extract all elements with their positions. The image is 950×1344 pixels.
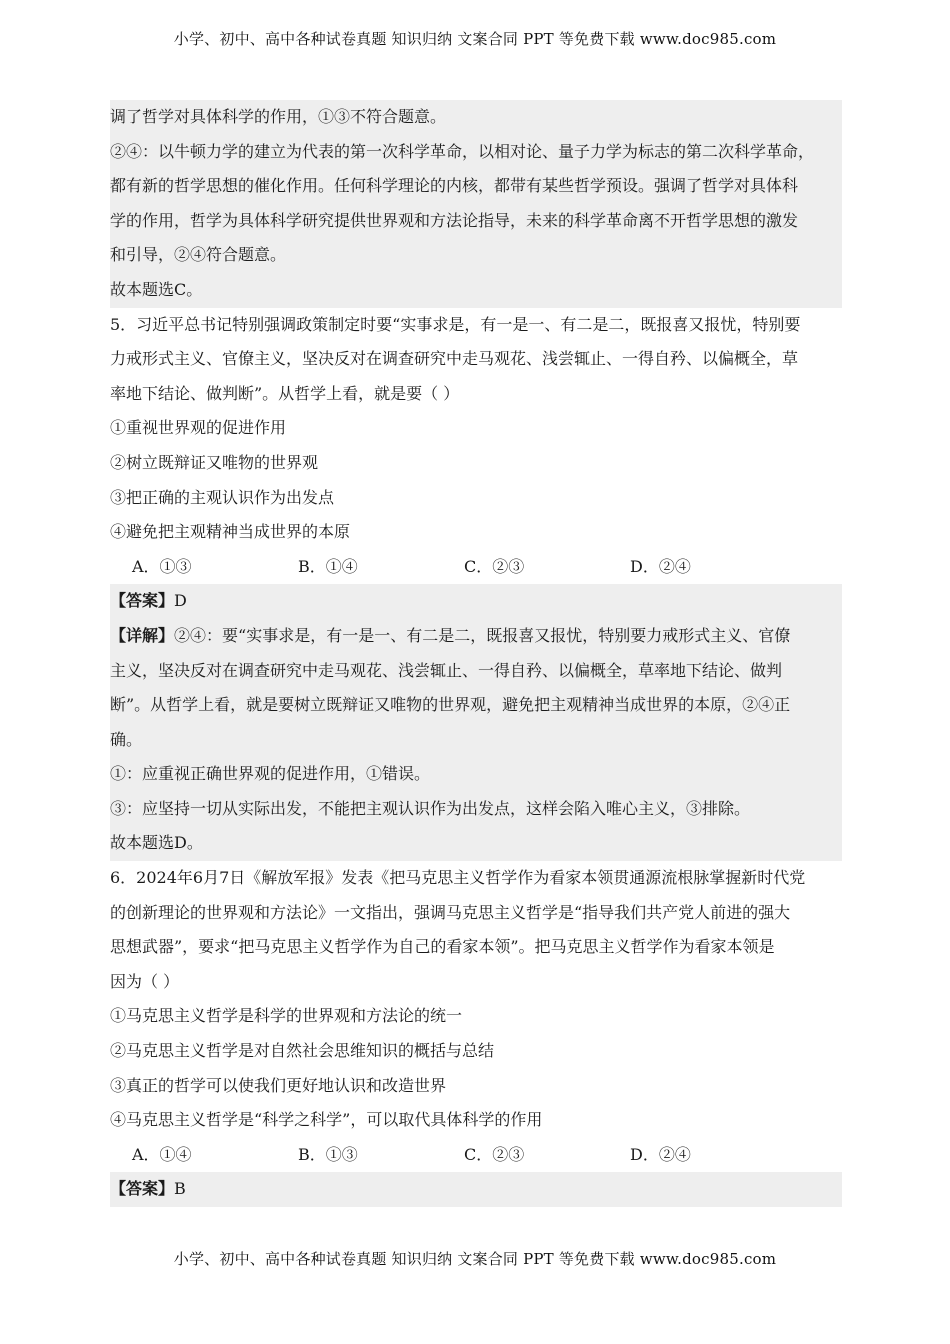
q6-stem-line: 6．2024年6月7日《解放军报》发表《把马克思主义哲学作为看家本领贯通源流根脉掌握新时代党 bbox=[110, 868, 806, 888]
q6-answer-value: B bbox=[174, 1179, 186, 1199]
q5-options bbox=[110, 550, 842, 585]
q6-options bbox=[110, 1138, 842, 1173]
q5-answer-value: D bbox=[174, 591, 187, 611]
q5-stem-line: 力戒形式主义、官僚主义，坚决反对在调查研究中走马观花、浅尝辄止、一得自矜、以偏概全，草 bbox=[110, 349, 799, 369]
prev-explanation-line: 调了哲学对具体科学的作用，①③不符合题意。 bbox=[110, 100, 842, 135]
prev-explanation-line: 学的作用，哲学为具体科学研究提供世界观和方法论指导，未来的科学革命离不开哲学思想的激发 bbox=[110, 204, 842, 239]
q5-option-d: D．②④ bbox=[630, 556, 691, 576]
prev-conclusion: 故本题选C。 bbox=[110, 273, 842, 308]
q6-answer bbox=[110, 1172, 842, 1207]
q6-option-d: D．②④ bbox=[630, 1144, 691, 1164]
q5-option-b: B．①④ bbox=[298, 556, 358, 576]
q5-detail-line: 断”。从哲学上看，就是要树立既辩证又唯物的世界观，避免把主观精神当成世界的本原，②④正 bbox=[110, 688, 842, 723]
q6-item-1: ①马克思主义哲学是科学的世界观和方法论的统一 bbox=[110, 1006, 463, 1026]
q6-item-2: ②马克思主义哲学是对自然社会思维知识的概括与总结 bbox=[110, 1041, 495, 1061]
q5-item-1: ①重视世界观的促进作用 bbox=[110, 418, 287, 438]
q5-item-3: ③把正确的主观认识作为出发点 bbox=[110, 487, 335, 507]
q6-option-b: B．①③ bbox=[298, 1144, 358, 1164]
q5-stem-line: 率地下结论、做判断”。从哲学上看，就是要（ ） bbox=[110, 383, 460, 403]
q5-answer-label: 【答案】 bbox=[110, 591, 175, 611]
q5-detail-label: 【详解】 bbox=[110, 625, 175, 645]
q5-detail-line: ①：应重视正确世界观的促进作用，①错误。 bbox=[110, 757, 842, 792]
q5-detail-line bbox=[110, 619, 842, 654]
q5-option-a: A．①③ bbox=[132, 556, 192, 576]
q5-detail-line: 确。 bbox=[110, 723, 842, 758]
prev-explanation-line: 都有新的哲学思想的催化作用。任何科学理论的内核，都带有某些哲学预设。强调了哲学对具体科 bbox=[110, 169, 842, 204]
q5-conclusion: 故本题选D。 bbox=[110, 826, 842, 861]
q5-detail-line: ③：应坚持一切从实际出发，不能把主观认识作为出发点，这样会陷入唯心主义，③排除。 bbox=[110, 792, 842, 827]
prev-explanation-line: 和引导，②④符合题意。 bbox=[110, 238, 842, 273]
q5-answer bbox=[110, 584, 842, 619]
q6-stem-line: 因为（ ） bbox=[110, 971, 180, 991]
q6-answer-label: 【答案】 bbox=[110, 1179, 175, 1199]
page-footer: 小学、初中、高中各种试卷真题 知识归纳 文案合同 PPT 等免费下载 www.doc985.com bbox=[173, 1250, 777, 1268]
q6-stem-line: 思想武器”，要求“把马克思主义哲学作为自己的看家本领”。把马克思主义哲学作为看家本领是 bbox=[110, 937, 775, 957]
page-header: 小学、初中、高中各种试卷真题 知识归纳 文案合同 PPT 等免费下载 www.doc985.com bbox=[173, 30, 777, 48]
q5-option-c: C．②③ bbox=[464, 556, 525, 576]
q5-detail-line: 主义，坚决反对在调查研究中走马观花、浅尝辄止、一得自矜、以偏概全，草率地下结论、做判 bbox=[110, 654, 842, 689]
q6-stem-line: 的创新理论的世界观和方法论》一文指出，强调马克思主义哲学是“指导我们共产党人前进的强大 bbox=[110, 902, 791, 922]
q6-item-3: ③真正的哲学可以使我们更好地认识和改造世界 bbox=[110, 1075, 447, 1095]
q5-item-2: ②树立既辩证又唯物的世界观 bbox=[110, 452, 319, 472]
prev-explanation-line: ②④：以牛顿力学的建立为代表的第一次科学革命，以相对论、量子力学为标志的第二次科学革命， bbox=[110, 135, 842, 170]
q6-option-c: C．②③ bbox=[464, 1144, 525, 1164]
q5-stem-line: 5．习近平总书记特别强调政策制定时要“实事求是，有一是一、有二是二，既报喜又报忧，特别要 bbox=[110, 314, 801, 334]
q5-detail-text: ②④：要“实事求是，有一是一、有二是二，既报喜又报忧，特别要力戒形式主义、官僚 bbox=[174, 625, 791, 645]
q6-item-4: ④马克思主义哲学是“科学之科学”，可以取代具体科学的作用 bbox=[110, 1110, 543, 1130]
q6-option-a: A．①④ bbox=[132, 1144, 192, 1164]
q5-item-4: ④避免把主观精神当成世界的本原 bbox=[110, 522, 351, 542]
document-body bbox=[110, 100, 842, 1207]
